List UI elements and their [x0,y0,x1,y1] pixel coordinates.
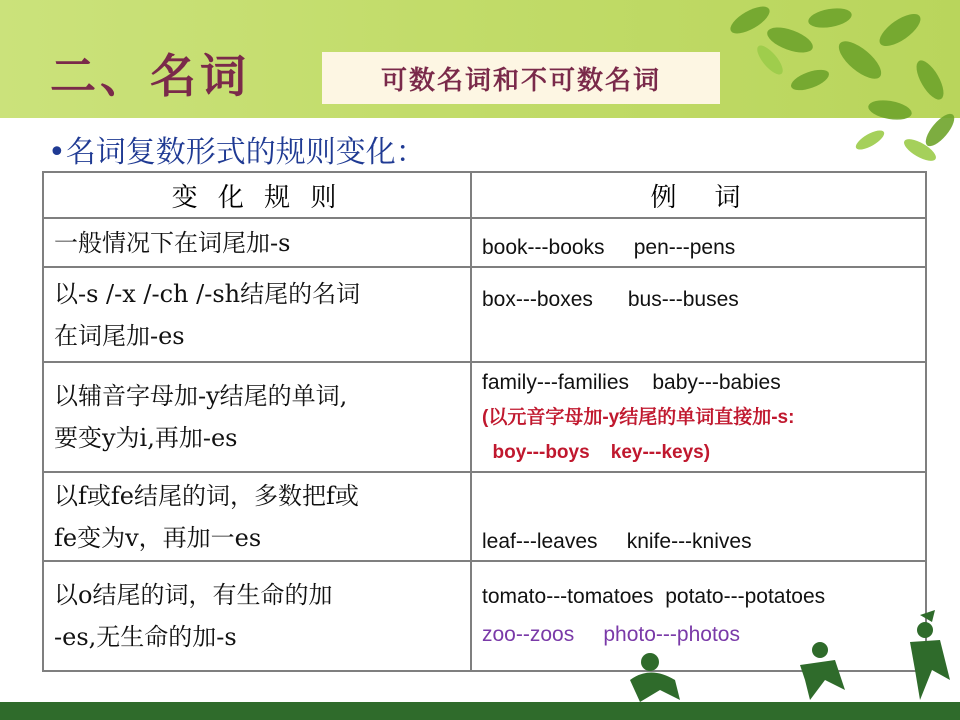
rule-line: 要变y为i,再加-es [54,424,238,452]
example-cell [471,267,926,362]
example-cell [471,472,926,561]
rule-cell [43,362,471,472]
subtitle-text: 可数名词和不可数名词 [380,65,661,96]
rule-line: -es,无生命的加-s [54,623,237,651]
footer-band [0,702,960,720]
example-cell [471,362,926,472]
rules-table [42,171,927,672]
rule-cell [43,561,471,671]
table-row [43,267,926,362]
rule-line: 在词尾加-es [54,321,185,350]
intro-heading: •名词复数形式的规则变化： [48,135,426,170]
rule-cell [43,472,471,561]
example-line-highlight: zoo--zoos photo---photos [482,623,740,646]
example-line: tomato---tomatoes potato---potatoes [482,585,826,608]
rule-line: fe变为v，再加一es [54,523,262,552]
leaves-decoration-icon [690,0,960,170]
rule-line: 以o结尾的词，有生命的加 [54,581,333,609]
subtitle-box [322,52,720,104]
rule-line: 以f或fe结尾的词，多数把f或 [54,481,359,510]
example-note-line: boy---boys key---keys) [482,441,711,463]
example-line: family---families baby---babies [482,370,781,394]
example-line: leaf---leaves knife---knives [482,530,752,553]
running-children-icon [620,610,960,705]
example-note-line: (以元音字母加-y结尾的单词直接加-s: [482,406,795,428]
rule-line: 以-s /-x /-ch /-sh结尾的名词 [54,279,361,308]
table-row [43,362,926,472]
rule-cell [43,218,471,267]
header-examples: 例 词 [471,172,926,218]
table-header-row [43,172,926,218]
page-title: 二、名词 [50,49,250,103]
example-cell [471,218,926,267]
example-line: box---boxes bus---buses [482,288,739,311]
rule-line: 以辅音字母加-y结尾的单词, [54,382,348,410]
table-row [43,472,926,561]
rule-line: 一般情况下在词尾加-s [54,228,291,257]
header-rule: 变 化 规 则 [43,172,471,218]
table-row [43,218,926,267]
rule-cell [43,267,471,362]
example-line: book---books pen---pens [482,236,736,259]
